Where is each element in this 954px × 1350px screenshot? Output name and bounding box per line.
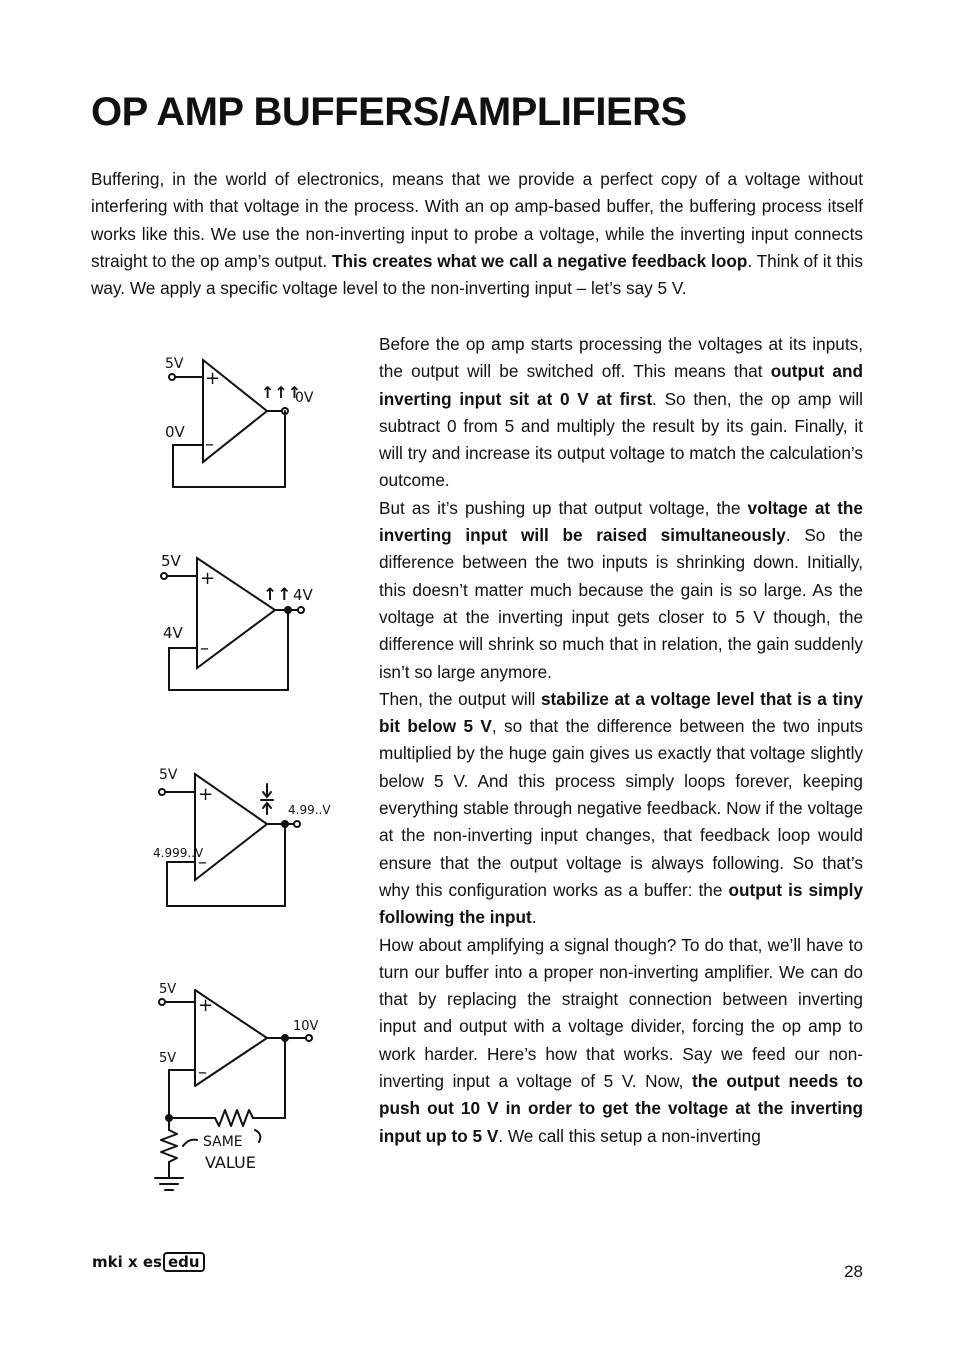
opamp-diagram-stable [145, 764, 335, 914]
p3-text-e: . [531, 907, 537, 928]
plus-sign: + [200, 568, 216, 589]
paragraph-4 [379, 932, 863, 1150]
output-terminal [298, 607, 304, 613]
p4-text-c: . We call this setup a non-inverting [498, 1125, 761, 1146]
up-arrows-icon: ↑↑↑ [261, 383, 302, 402]
note-same: SAME [203, 1134, 243, 1150]
p3-bold-2: output is simply following the input [379, 879, 863, 928]
minus-sign: – [198, 1062, 207, 1083]
plus-input-terminal [161, 573, 167, 579]
p3-text-a: Then, the output will [379, 688, 541, 709]
intro-paragraph [91, 166, 863, 302]
output-label: 4.99..V [288, 803, 331, 817]
p3-text-c: , so that the difference between the two inputs multiplied by the huge gain gives us exactly that voltage slightly below 5 V. And this process simply loops forever, keeping everything stable through negative feedback. Now if the voltage at the non-inverting input changes, that feedback loop would ensure that the output voltage is always following. So that’s why this configuration works as a buffer: the [379, 716, 864, 900]
p4-text-a: How about amplifying a signal though? To do that, we’ll have to turn our buffer into a proper non-inverting amplifier. We can do that by replacing the straight connection between inverting input and output with a voltage divider, forcing the op amp to work harder. Here’s how that works. Say we feed our non-inverting input a voltage of 5 V. Now, [379, 934, 863, 1092]
logo-text: mki x es [92, 1253, 162, 1271]
p1-bold: output and inverting input sit at 0 V at first [379, 361, 863, 409]
p3-bold-1: stabilize at a voltage level that is a tiny bit below 5 V [379, 688, 863, 737]
minus-input-label: 4.999..V [153, 846, 204, 860]
minus-sign: – [200, 638, 209, 659]
output-label: 0V [295, 390, 314, 406]
note-arrow-right [255, 1130, 260, 1142]
minus-input-label: 0V [165, 423, 185, 441]
intro-text-1: Buffering, in the world of electronics, means that we provide a perfect copy of a voltage without interfering with that voltage in the process. With an op amp-based buffer, the buffering process itself works like this. We use the non-inverting input to probe a voltage, while the inverting input connects straight to the op amp’s output. [91, 169, 863, 271]
minus-input-label: 5V [159, 1051, 177, 1066]
plus-sign: + [205, 368, 221, 389]
p2-bold: voltage at the inverting input will be raised simultaneously [379, 497, 863, 546]
output-label: 4V [293, 586, 313, 604]
p1-text-a: Before the op amp starts processing the voltages at its inputs, the output will be switched off. This means that [379, 334, 863, 382]
paragraph-3 [379, 686, 863, 932]
intro-bold-1: This creates what we call a negative feedback loop [332, 250, 748, 271]
plus-input-label: 5V [165, 356, 184, 372]
note-value: VALUE [205, 1153, 256, 1172]
ground-resistor [161, 1130, 177, 1162]
plus-sign: + [198, 784, 214, 805]
paragraph-1 [379, 331, 863, 495]
output-terminal [306, 1035, 312, 1041]
page-number: 28 [844, 1262, 863, 1281]
logo-box: edu [163, 1252, 205, 1272]
up-arrows-icon: ↑↑ [263, 585, 292, 605]
p4-bold: the output needs to push out 10 V in order to get the voltage at the inverting input up to 5 V [379, 1071, 863, 1146]
p2-text-c: . So the difference between the two inputs is shrinking down. Initially, this doesn’t matter much because the gain is so large. As the voltage at the inverting input gets closer to 5 V though, the difference will shrink so much that in relation, the gain suddenly isn’t so large anymore. [379, 525, 863, 682]
feedback-resistor [215, 1110, 253, 1126]
plus-input-label: 5V [161, 552, 181, 570]
intro-text-2: . Think of it this way. We apply a specific voltage level to the non-inverting input – let’s say 5 V. [91, 250, 863, 299]
note-arrow [183, 1140, 197, 1146]
plus-sign: + [198, 995, 214, 1016]
p2-text-a: But as it’s pushing up that output voltage, the [379, 497, 748, 518]
p1-text-c: . So then, the op amp will subtract 0 from 5 and multiply the result by its gain. Finally, it will try and increase its output voltage to match the calculation’s outcome. [379, 388, 863, 491]
non-inverting-amplifier-diagram [145, 978, 335, 1198]
output-terminal [294, 821, 300, 827]
minus-sign: – [198, 852, 207, 873]
page-title: OP AMP BUFFERS/AMPLIFIERS [91, 90, 687, 134]
plus-input-terminal [159, 789, 165, 795]
minus-input-label: 4V [163, 624, 183, 642]
body-column [379, 331, 863, 1150]
opamp-diagram-rising [145, 548, 335, 698]
publisher-logo [92, 1251, 205, 1273]
output-label: 10V [293, 1019, 319, 1034]
plus-input-terminal [169, 374, 175, 380]
plus-input-terminal [159, 999, 165, 1005]
plus-input-label: 5V [159, 767, 178, 783]
plus-input-label: 5V [159, 982, 177, 997]
paragraph-2 [379, 495, 863, 686]
minus-sign: – [205, 434, 214, 455]
opamp-diagram-initial [145, 350, 335, 495]
